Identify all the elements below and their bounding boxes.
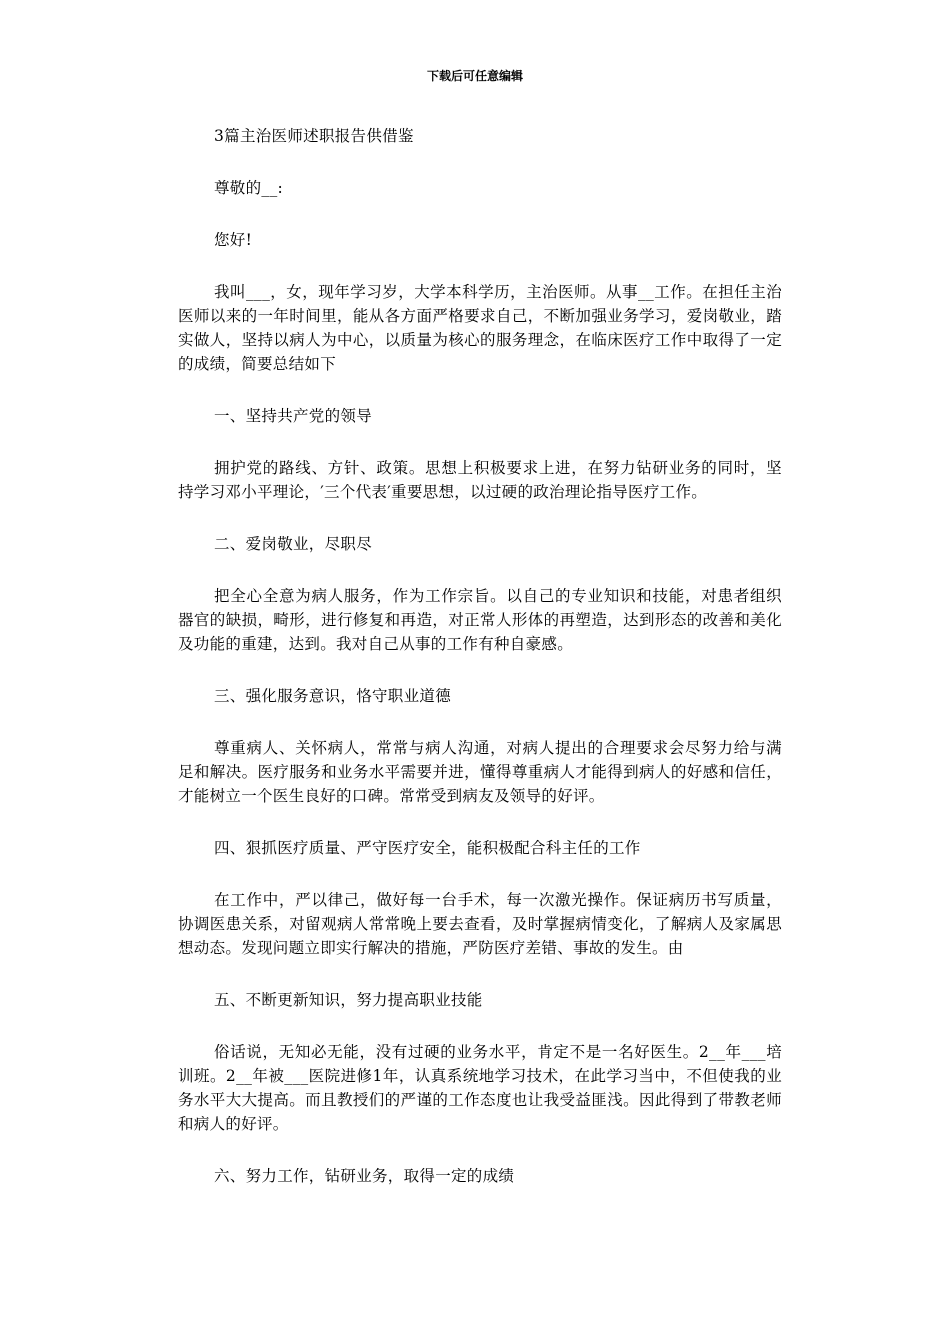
section-body: 在工作中，严以律己，做好每一台手术，每一次激光操作。保证病历书写质量，协调医患关系，对留观病人常常晚上要去查看，及时掌握病情变化，了解病人及家属思想动态。发现问题立即实行解决的措施，严防医疗差错、事故的发生。由	[178, 891, 782, 957]
section-heading: 一、坚持共产党的领导	[214, 407, 373, 425]
document-title: 3篇主治医师述职报告供借鉴	[214, 127, 414, 145]
salutation: 尊敬的__:	[214, 179, 284, 197]
section-heading: 二、爱岗敬业，尽职尽	[214, 535, 373, 553]
section-body: 把全心全意为病人服务，作为工作宗旨。以自己的专业知识和技能，对患者组织器官的缺损，畸形，进行修复和再造，对正常人形体的再塑造，达到形态的改善和美化及功能的重建，达到。我对自己从事的工作有种自豪感。	[178, 587, 782, 653]
document-body	[178, 124, 782, 1188]
greeting: 您好!	[214, 231, 253, 249]
section-heading: 四、狠抓医疗质量、严守医疗安全，能积极配合科主任的工作	[214, 839, 641, 857]
section-heading: 五、不断更新知识，努力提高职业技能	[214, 991, 483, 1009]
section-body: 俗话说，无知必无能，没有过硬的业务水平，肯定不是一名好医生。2__年___培训班。2__年被___医院进修1年，认真系统地学习技术，在此学习当中，不但使我的业务水平大大提高。而且教授们的严谨的工作态度也让我受益匪浅。因此得到了带教老师和病人的好评。	[178, 1043, 782, 1133]
section-body: 尊重病人、关怀病人，常常与病人沟通，对病人提出的合理要求会尽努力给与满足和解决。医疗服务和业务水平需要并进，懂得尊重病人才能得到病人的好感和信任，才能树立一个医生良好的口碑。常常受到病友及领导的好评。	[178, 739, 782, 805]
page-header: 下载后可任意编辑	[426, 69, 523, 83]
section-heading: 三、强化服务意识，恪守职业道德	[214, 687, 452, 705]
intro-paragraph: 我叫___，女，现年学习岁，大学本科学历，主治医师。从事__工作。在担任主治医师以来的一年时间里，能从各方面严格要求自己，不断加强业务学习，爱岗敬业，踏实做人，坚持以病人为中心，以质量为核心的服务理念，在临床医疗工作中取得了一定的成绩，简要总结如下	[178, 283, 782, 373]
section-body: 拥护党的路线、方针、政策。思想上积极要求上进，在努力钻研业务的同时，坚持学习邓小平理论，′三个代表′重要思想，以过硬的政治理论指导医疗工作。	[178, 459, 782, 501]
section-heading: 六、努力工作，钻研业务，取得一定的成绩	[214, 1167, 515, 1185]
